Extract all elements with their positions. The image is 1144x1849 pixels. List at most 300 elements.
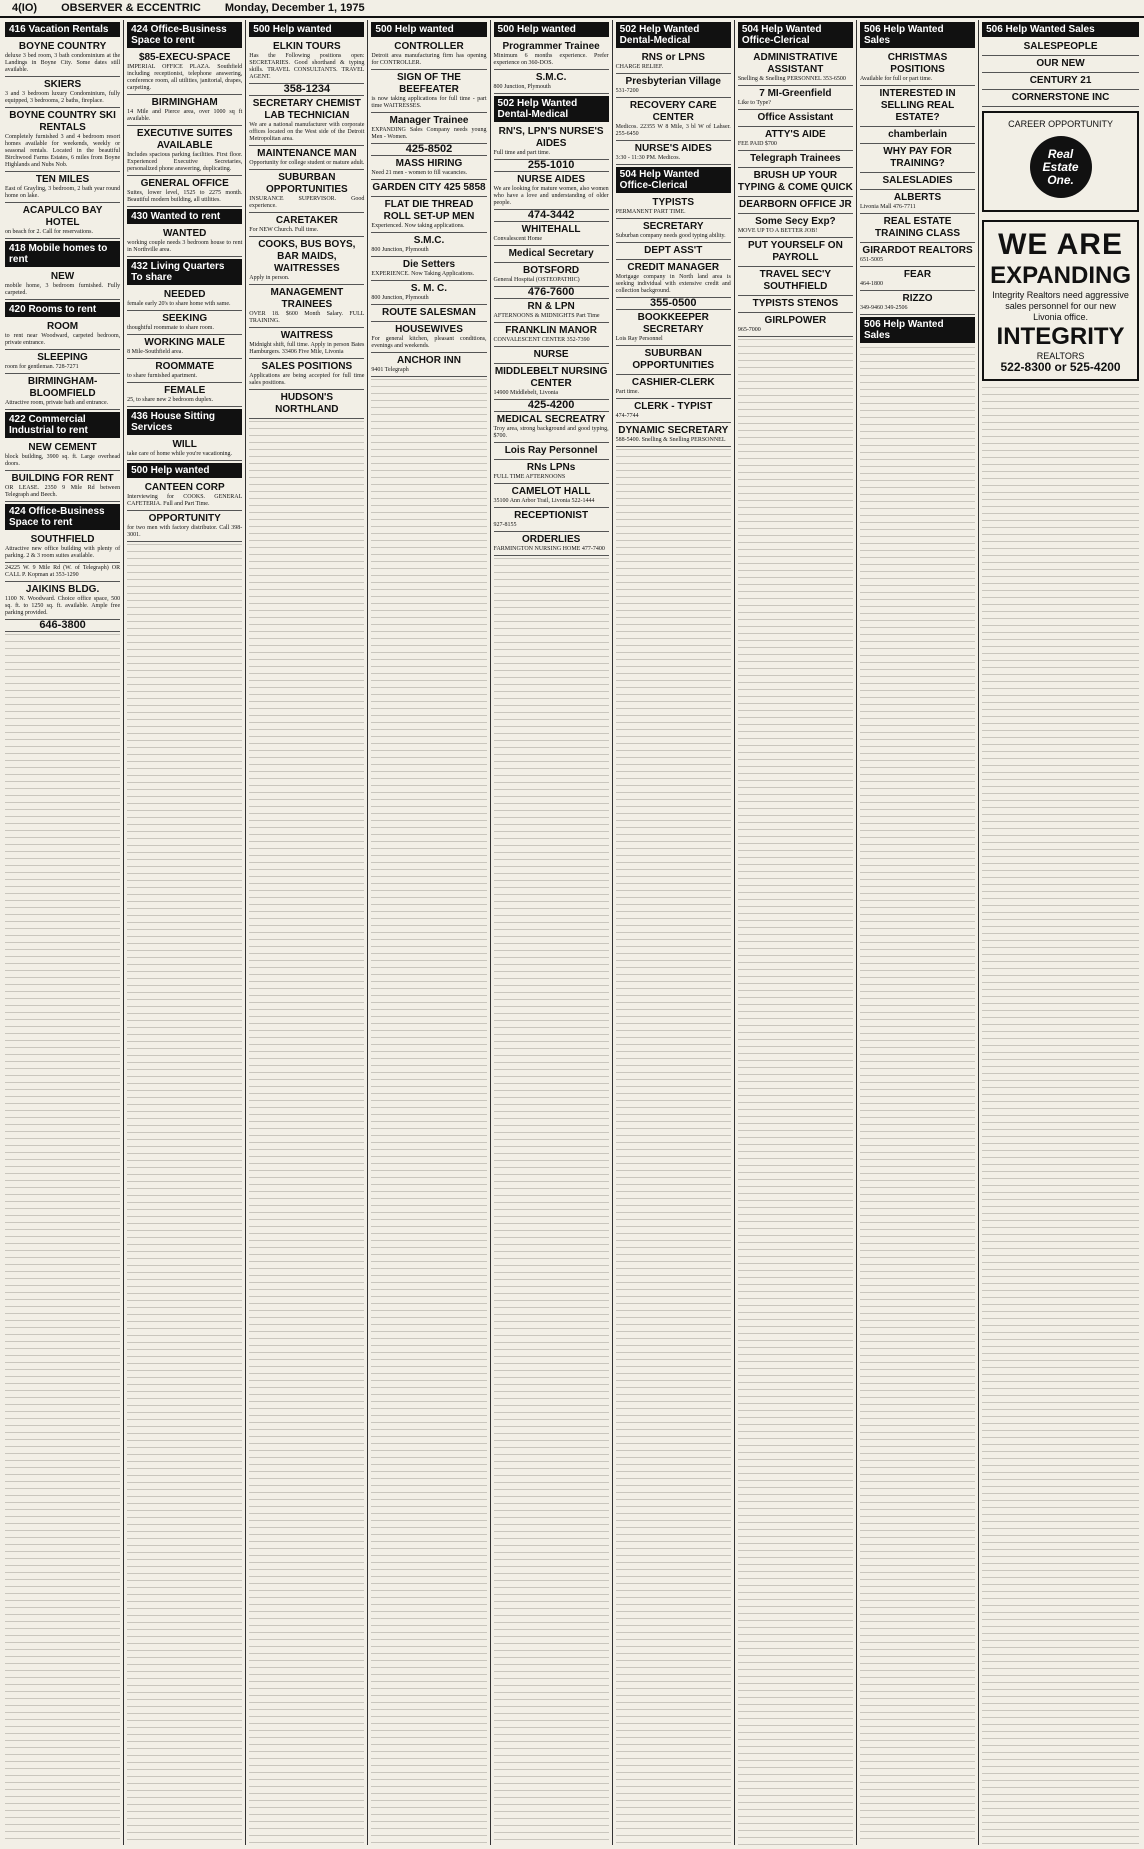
fine-print-filler [616, 449, 731, 1845]
classified-ad [616, 141, 731, 165]
ad-body: 8 Mile-Southfield area. [127, 349, 183, 355]
ad-headline: CANTEEN CORP [144, 482, 225, 493]
fine-print-filler [738, 339, 853, 1845]
ad-headline: 476-7600 [527, 286, 575, 298]
classified-ad [371, 180, 486, 197]
classified-ad [249, 96, 364, 146]
classified-ad [494, 210, 609, 222]
ad-headline: 646-3800 [39, 619, 86, 631]
ad-headline: 255-1010 [527, 159, 575, 171]
ad-body: 1100 N. Woodward. Choice office space, 500 sq. ft. to 1250 sq. ft. available. Ample free parking provided. [5, 596, 121, 616]
ad-body: is now taking applications for full time - part time WAITRESSES. [371, 96, 487, 109]
classified-ad [982, 56, 1139, 73]
classified-ad [127, 480, 242, 511]
classified-ad [494, 246, 609, 263]
ad-body: 3:30 - 11:30 PM. Medicos. [615, 155, 681, 161]
column-2 [124, 20, 246, 1845]
classified-ad [249, 390, 364, 419]
ad-headline: 355-0500 [649, 297, 697, 309]
ad-body: Applications are being accepted for full time sales positions. [249, 373, 365, 386]
ad-headline: NURSE [533, 349, 569, 360]
classified-ad [616, 423, 731, 447]
column-4 [368, 20, 490, 1845]
ad-headline: Some Secy Exp? [755, 216, 836, 227]
classified-ad [371, 257, 486, 281]
ad-body: 531-7200 [615, 88, 639, 94]
ad-headline: 7 MI-Greenfield [759, 88, 832, 99]
classified-ad [982, 73, 1139, 90]
ad-headline: CAMELOT HALL [511, 486, 591, 497]
classified-ad [127, 335, 242, 359]
classified-ad [494, 39, 609, 70]
ad-headline: COOKS, BUS BOYS, BAR MAIDS, WAITRESSES [258, 239, 356, 274]
ad-headline: SUBURBAN OPPORTUNITIES [632, 348, 715, 371]
ad-headline: Presbyterian Village [625, 76, 721, 87]
ad-headline: $85-EXECU-SPACE [138, 52, 231, 63]
classified-ad [371, 39, 486, 70]
ad-headline: NURSE AIDES [517, 174, 586, 185]
ad-body: We are looking for mature women, also women who have a love and understanding of older people. [493, 186, 609, 206]
ad-headline: BUILDING FOR RENT [11, 473, 114, 484]
ad-body: 927-8155 [493, 522, 517, 528]
ad-headline: WHITEHALL [521, 224, 581, 235]
ad-body: 14 Mile and Pierce area, over 1000 sq ft available. [127, 109, 243, 122]
classified-ad [127, 50, 242, 95]
ad-headline: MAINTENANCE MAN [257, 148, 357, 159]
section-heading: 424 Office-Business Space to rent [5, 504, 120, 530]
ad-headline: CARETAKER [275, 215, 338, 226]
ad-body: Medicos. 22355 W 8 Mile, 3 bl W of Lahser. 255-6450 [615, 124, 731, 137]
ad-body: 800 Junction, Plymouth [493, 84, 551, 90]
ad-body: on beach for 2. Call for reservations. [5, 229, 93, 235]
ad-headline: S.M.C. [413, 235, 445, 246]
classified-ad [494, 347, 609, 364]
classified-ad [127, 287, 242, 311]
classified-ad [738, 296, 853, 313]
ad-headline: ATTY'S AIDE [765, 129, 826, 140]
ad-body: Attractive new office building with plenty of parking. 2 & 3 room suites available. [5, 546, 121, 559]
ad-body: thoughtful roommate to share room. [127, 325, 214, 331]
ad-body: PERMANENT PART TIME. [615, 209, 686, 215]
ad-headline: CORNERSTONE INC [1011, 92, 1110, 103]
ad-headline: RNs LPNs [526, 462, 576, 473]
classified-ad [494, 400, 609, 412]
classified-ad [738, 267, 853, 296]
ad-headline: CONTROLLER [394, 41, 464, 52]
ad-headline: PUT YOURSELF ON PAYROLL [747, 240, 843, 263]
classified-ad [860, 267, 975, 291]
classified-ad [494, 287, 609, 299]
classified-ad [249, 39, 364, 84]
ad-body: Lois Ray Personnel [615, 336, 663, 342]
ad-headline: TEN MILES [35, 174, 90, 185]
ad-headline: WILL [172, 439, 197, 450]
career-opportunity-ad [982, 111, 1139, 212]
fine-print-filler [371, 379, 486, 1845]
ad-headline: chamberlain [888, 129, 947, 140]
classified-ad [5, 269, 120, 300]
ad-headline: Lois Ray Personnel [504, 445, 598, 456]
section-heading: 506 Help Wanted Sales [982, 22, 1139, 37]
ad-headline: SEEKING [162, 313, 208, 324]
fine-print-filler [860, 347, 975, 1845]
classified-ad [982, 90, 1139, 107]
ad-headline: BRUSH UP YOUR TYPING & COME QUICK [737, 170, 853, 193]
ad-body: Part time. [615, 389, 640, 395]
section-heading: 416 Vacation Rentals [5, 22, 120, 37]
section-heading: 502 Help Wanted Dental-Medical [494, 96, 609, 122]
real-estate-one-logo: Real Estate One. [1030, 136, 1092, 198]
ad-headline: MIDDLEBELT NURSING CENTER [494, 366, 608, 389]
classified-ad [616, 98, 731, 141]
classified-ad [494, 222, 609, 246]
classified-ad [616, 375, 731, 399]
ad-headline: Telegraph Trainees [750, 153, 841, 164]
ad-body: Available for full or part time. [859, 76, 933, 82]
ad-headline: GENERAL OFFICE [140, 178, 229, 189]
ad-body: East of Grayling, 3 bedroom, 2 bath year round home on lake. [5, 186, 121, 199]
classified-ad [738, 127, 853, 151]
ad-body: Experienced. Now taking applications. [371, 223, 465, 229]
ad-headline: DEPT ASS'T [644, 245, 703, 256]
classified-ad [738, 313, 853, 337]
classified-ad [494, 124, 609, 160]
section-heading: 430 Wanted to rent [127, 209, 242, 224]
ad-body: OR LEASE. 2350 9 Mile Rd between Telegraph and Beech. [5, 485, 121, 498]
issue-date: Monday, December 1, 1975 [224, 2, 365, 14]
ad-headline: BOYNE COUNTRY [18, 41, 107, 52]
classified-ad [5, 374, 120, 410]
column-1 [2, 20, 124, 1845]
integrity-realtors-ad [982, 220, 1139, 381]
classified-ad [371, 305, 486, 322]
classified-ad [5, 532, 120, 563]
ad-headline: FEAR [903, 269, 932, 280]
ad-body: for two men with factory distributor. Call 398-3001. [127, 525, 243, 538]
ad-headline: BOTSFORD [523, 265, 580, 276]
classified-ad [616, 298, 731, 310]
ad-headline: S. M. C. [410, 283, 448, 294]
ad-body: Snelling & Snelling PERSONNEL 353-6500 [737, 76, 846, 82]
ad-headline: Manager Trainee [389, 115, 469, 126]
ad-body: Mortgage company in North land area is seeking individual with extensive credit and collection background. [615, 274, 731, 294]
ad-headline: Die Setters [402, 259, 456, 270]
classified-ad [5, 108, 120, 172]
ad-headline: ACAPULCO BAY HOTEL [22, 205, 103, 228]
ad-body: EXPERIENCE. Now Taking Applications. [371, 271, 475, 277]
ad-headline: SLEEPING [37, 352, 88, 363]
ad-body: block building, 3900 sq. ft. Large overhead doors. [5, 454, 121, 467]
ad-body: CHARGE RELIEF. [615, 64, 664, 70]
classified-ad [249, 84, 364, 96]
section-heading: 500 Help wanted [371, 22, 486, 37]
ad-headline: EXECUTIVE SUITES AVAILABLE [136, 128, 233, 151]
ad-headline: FRANKLIN MANOR [505, 325, 597, 336]
column-5 [491, 20, 613, 1845]
classified-ad [371, 156, 486, 180]
integrity-phone: 522-8300 or 525-4200 [1000, 360, 1121, 374]
ad-body: Minimum 6 months experience. Prefer experience on 360-DOS. [493, 53, 609, 66]
section-heading: 504 Help Wanted Office-Clerical [738, 22, 853, 48]
ad-headline: CASHIER-CLERK [631, 377, 715, 388]
classified-ad [5, 203, 120, 239]
section-heading: 432 Living Quarters To share [127, 259, 242, 285]
section-heading: 422 Commercial Industrial to rent [5, 412, 120, 438]
ad-headline: OUR NEW [1036, 58, 1085, 69]
ad-body: Livonia Mall 476-7711 [859, 204, 916, 210]
ad-body: OVER 18. $600 Month Salary. FULL TRAINING. [249, 311, 365, 324]
classified-ad [860, 127, 975, 144]
ad-headline: CLERK - TYPIST [634, 401, 713, 412]
ad-body: MOVE UP TO A BETTER JOB! [737, 228, 818, 234]
ad-headline: 358-1234 [283, 83, 331, 95]
ad-body: 349-9460 349-2506 [859, 305, 908, 311]
ad-headline: RECOVERY CARE CENTER [629, 100, 717, 123]
ad-headline: SECRETARY [642, 221, 704, 232]
ad-body: Attractive room, private bath and entrance. [5, 400, 109, 406]
classified-ad [5, 582, 120, 620]
ad-body: For NEW Church. Full time. [249, 227, 319, 233]
classified-ad [5, 620, 120, 632]
classified-ad [494, 160, 609, 172]
classified-ad [494, 70, 609, 94]
classified-ad [738, 238, 853, 267]
ad-headline: SOUTHFIELD [30, 534, 95, 545]
classified-ad [371, 353, 486, 377]
classified-ad [494, 508, 609, 532]
ad-headline: RIZZO [902, 293, 933, 304]
classified-ad [616, 195, 731, 219]
ad-body: working couple needs 3 bedroom house to rent in Northville area. [127, 240, 243, 253]
ad-headline: ROOMMATE [155, 361, 215, 372]
fine-print-filler [5, 634, 120, 1845]
classified-ad [249, 170, 364, 213]
ad-headline: SALESLADIES [882, 175, 953, 186]
ad-body: Need 21 men - women to fill vacancies. [371, 170, 468, 176]
ad-headline: HUDSON'S NORTHLAND [275, 392, 339, 415]
section-heading: 506 Help Wanted Sales [860, 317, 975, 343]
ad-body: Like to Type? [737, 100, 771, 106]
ad-body: 35100 Ann Arbor Trail, Livonia 522-1444 [493, 498, 595, 504]
classified-ad [616, 219, 731, 243]
ad-headline: WORKING MALE [144, 337, 225, 348]
classified-ad [494, 299, 609, 323]
classified-ad [5, 319, 120, 350]
classified-ad [738, 151, 853, 168]
ad-headline: NURSE'S AIDES [634, 143, 712, 154]
classified-ad [5, 471, 120, 502]
classified-ad [371, 281, 486, 305]
ad-headline: FLAT DIE THREAD ROLL SET-UP MEN [383, 199, 475, 222]
ad-headline: CENTURY 21 [1029, 75, 1092, 86]
ad-headline: RN'S, LPN'S NURSE'S AIDES [498, 126, 604, 149]
ad-headline: WHY PAY FOR TRAINING? [883, 146, 952, 169]
section-heading: 418 Mobile homes to rent [5, 241, 120, 267]
ad-headline: GARDEN CITY 425 5858 [372, 182, 486, 193]
ad-body: Suburban company needs good typing ability. [615, 233, 726, 239]
classified-ad [249, 328, 364, 359]
classified-ad [860, 50, 975, 86]
classified-ad [5, 39, 120, 77]
ad-headline: SALESPEOPLE [1023, 41, 1098, 52]
ad-headline: NEW CEMENT [28, 442, 97, 453]
ad-body: IMPERIAL OFFICE PLAZA. Southfield including receptionist, telephone answering, conference room, all utilities, janitorial, drapes, carpeting. [127, 64, 243, 91]
classified-ad [738, 50, 853, 86]
ad-body: Full time and part time. [493, 150, 551, 156]
ad-headline: OPPORTUNITY [148, 513, 221, 524]
classified-ad [494, 172, 609, 210]
ad-body: FULL TIME AFTERNOONS [493, 474, 566, 480]
ad-headline: RNS or LPNS [641, 52, 705, 63]
classified-ad [249, 285, 364, 328]
classified-ad [127, 383, 242, 407]
classified-ad [616, 74, 731, 98]
ad-body: Apply in person. [249, 275, 290, 281]
ad-body: to rent near Woodward, carpeted bedroom, private entrance. [5, 333, 121, 346]
page-number: 4(IO) [12, 2, 38, 14]
classified-ad [5, 172, 120, 203]
classified-ad [616, 243, 731, 260]
ad-headline: SALES POSITIONS [261, 361, 353, 372]
classified-ad [371, 70, 486, 113]
ad-body: female early 20's to share home with same. [127, 301, 231, 307]
ad-body: CONVALESCENT CENTER 352-7390 [493, 337, 590, 343]
ad-headline: Medical Secretary [508, 248, 594, 259]
classified-ad [494, 443, 609, 460]
classified-ad [860, 214, 975, 243]
ad-body: For general kitchen, pleasant conditions, evenings and weekends. [371, 336, 487, 349]
ad-body: take care of home while you're vacationing. [127, 451, 232, 457]
classified-ad [860, 144, 975, 173]
classified-columns [2, 20, 1142, 1845]
ad-body: 464-1800 [859, 281, 883, 287]
ad-headline: ROOM [47, 321, 79, 332]
ad-body: to share furnished apartment. [127, 373, 198, 379]
ad-headline: WANTED [163, 228, 207, 239]
ad-headline: GIRLPOWER [764, 315, 827, 326]
ad-headline: MEDICAL SECREATRY [496, 414, 606, 425]
section-heading: 420 Rooms to rent [5, 302, 120, 317]
classified-ad [494, 323, 609, 347]
ad-headline: SECRETARY CHEMIST LAB TECHNICIAN [252, 98, 361, 121]
classified-ad [5, 440, 120, 471]
classified-ad [371, 144, 486, 156]
ad-headline: BOYNE COUNTRY SKI RENTALS [9, 110, 116, 133]
ad-headline: 474-3442 [527, 209, 575, 221]
ad-body: 965-7000 [737, 327, 761, 333]
ad-body: EXPANDING Sales Company needs young Men - Women. [371, 127, 487, 140]
expanding-line2: EXPANDING [990, 262, 1131, 289]
classified-ad [371, 113, 486, 144]
classified-ad [5, 350, 120, 374]
classified-ad [127, 226, 242, 257]
ad-body: Troy area, strong background and good typing, $700. [493, 426, 609, 439]
section-heading: 500 Help wanted [127, 463, 242, 478]
classified-ad [860, 291, 975, 315]
ad-headline: MASS HIRING [395, 158, 463, 169]
classified-ad [860, 86, 975, 127]
classified-ad [738, 86, 853, 110]
ad-body: 9401 Telegraph [371, 367, 409, 373]
column-7 [735, 20, 857, 1845]
classified-ad [127, 126, 242, 176]
fine-print-filler [982, 387, 1139, 1845]
ad-body: Completely furnished 3 and 4 bedroom resort homes available for weekends, weekly or seasonal rentals. Located in the beautiful Birchwood Farms Estates, 6 miles from Boyne Highlands and Nubs Nob. [5, 134, 121, 168]
classified-ad [616, 310, 731, 346]
classified-ad [494, 263, 609, 287]
ad-headline: BIRMINGHAM [151, 97, 218, 108]
expanding-body: Integrity Realtors need aggressive sales personnel for our new Livonia office. [992, 290, 1129, 322]
ad-headline: 425-4200 [527, 399, 575, 411]
classified-ad [860, 190, 975, 214]
ad-headline: REAL ESTATE TRAINING CLASS [875, 216, 961, 239]
classified-ad [738, 214, 853, 238]
ad-headline: JAIKINS BLDG. [25, 584, 100, 595]
section-heading: 500 Help wanted [249, 22, 364, 37]
classified-ad [5, 77, 120, 108]
ad-body: Includes spacious parking facilities. First floor. Experienced Executive Secretaries, personalized phone answering, duplicating. [127, 152, 243, 172]
ad-headline: ORDERLIES [521, 534, 581, 545]
classified-ad [494, 364, 609, 400]
classified-ad [371, 233, 486, 257]
column-3 [246, 20, 368, 1845]
classified-ad [738, 197, 853, 214]
ad-headline: CHRISTMAS POSITIONS [887, 52, 948, 75]
ad-headline: 425-8502 [405, 143, 453, 155]
classified-ad [249, 146, 364, 170]
classified-ad [860, 243, 975, 267]
section-heading: 506 Help Wanted Sales [860, 22, 975, 48]
ad-body: mobile home, 3 bedroom furnished. Fully carpeted. [5, 283, 121, 296]
classified-ad [5, 563, 120, 582]
ad-body: 3 and 3 bedroom luxury Condominium, fully equipped, 3 bedrooms, 2 baths, fireplace. [5, 91, 121, 104]
ad-headline: RN & LPN [527, 301, 575, 312]
classified-ad [738, 168, 853, 197]
ad-headline: TYPISTS [652, 197, 695, 208]
fine-print-filler [494, 558, 609, 1845]
ad-body: 24225 W. 9 Mile Rd (W. of Telegraph) OR CALL P. Kopman at 353-1290 [5, 565, 121, 578]
ad-headline: FEMALE [164, 385, 206, 396]
ad-body: Detroit area manufacturing firm has opening for CONTROLLER. [371, 53, 487, 66]
ad-headline: RECEPTIONIST [514, 510, 589, 521]
ad-headline: BIRMINGHAM-BLOOMFIELD [27, 376, 98, 399]
ad-headline: Programmer Trainee [502, 41, 600, 52]
ad-headline: NEEDED [163, 289, 206, 300]
ad-body: We are a national manufacturer with corporate offices located on the West side of the Detroit Metropolitan area. [249, 122, 365, 142]
ad-headline: CREDIT MANAGER [627, 262, 720, 273]
ad-headline: MANAGEMENT TRAINEES [270, 287, 344, 310]
classified-ad [249, 359, 364, 390]
ad-headline: INTERESTED IN SELLING REAL ESTATE? [879, 88, 956, 123]
classified-ad [371, 197, 486, 233]
column-9 [979, 20, 1142, 1845]
classified-ad [494, 412, 609, 443]
ad-headline: SUBURBAN OPPORTUNITIES [265, 172, 348, 195]
fine-print-filler [249, 421, 364, 1845]
ad-body: 588-5400. Snelling & Snelling PERSONNEL [615, 437, 726, 443]
ad-headline: TYPISTS STENOS [752, 298, 839, 309]
ad-body: 14900 Middlebelt, Livonia [493, 390, 559, 396]
ad-headline: Office Assistant [757, 112, 834, 123]
ad-headline: ROUTE SALESMAN [382, 307, 476, 318]
ad-headline: GIRARDOT REALTORS [862, 245, 973, 256]
column-8 [857, 20, 979, 1845]
classified-ad [494, 532, 609, 556]
ad-body: AFTERNOONS & MIDNIGHTS Part Time [493, 313, 600, 319]
ad-headline: ANCHOR INN [397, 355, 461, 366]
classified-ad [738, 110, 853, 127]
ad-body: Opportunity for college student or mature adult. [249, 160, 365, 166]
